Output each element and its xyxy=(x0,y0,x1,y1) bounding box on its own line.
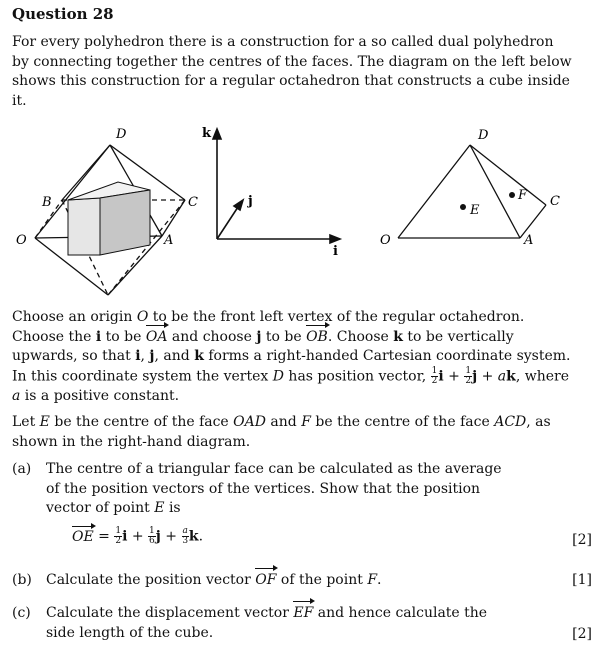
intro-paragraph: For every polyhedron there is a construction for a so called dual polyhedron by connecting together the centres of the faces. The diagram on the left below shows this construction for a regular octahedron that constructs a cube inside it. xyxy=(12,34,572,109)
axis-j-label: j xyxy=(248,194,253,209)
equation-OE: OE = $\frac{1}{2}$ i + $\frac{1}{6}$ j + $\frac{a}{3}$ k. xyxy=(72,526,204,546)
part-a-label: (a) xyxy=(12,461,32,477)
part-c-marks: [2] xyxy=(572,626,592,642)
question-heading: Question 28 xyxy=(12,5,114,23)
axis-i-label: i xyxy=(333,244,338,259)
face-diagram xyxy=(370,125,570,255)
edge-A-C xyxy=(162,200,185,236)
point-F xyxy=(509,192,515,198)
point-E xyxy=(460,204,466,210)
inscribed-cube xyxy=(68,182,150,255)
face-label-E: E xyxy=(470,203,480,218)
faces-paragraph: Let E be the centre of the face OAD and F be the centre of the face ACD, as shown in the right-hand diagram. xyxy=(12,414,551,450)
label-B: B xyxy=(42,195,52,210)
face-label-F: F xyxy=(518,188,528,203)
part-a-marks: [2] xyxy=(572,532,592,548)
label-C: C xyxy=(188,195,198,210)
face-label-D: D xyxy=(478,128,489,143)
face-label-C: C xyxy=(550,194,560,209)
face-label-A: A xyxy=(524,233,534,248)
part-c-label: (c) xyxy=(12,605,31,621)
vector-OF: OF xyxy=(255,571,276,591)
label-O: O xyxy=(16,233,27,248)
vector-OB: OB xyxy=(306,328,328,348)
vector-EF: EF xyxy=(293,604,313,624)
label-D: D xyxy=(116,127,127,142)
face-label-O: O xyxy=(380,233,391,248)
octahedron-diagram xyxy=(0,120,200,300)
coordinate-paragraph: Choose an origin O to be the front left vertex of the regular octahedron. Choose the i to be OA and choose j to be OB. Choose k to be vertically upwards, so that i, j, and k forms a right-handed Cartesian coordinate system. In this coordinate system the vertex D has position vector, $\frac{1}{2}$ i + $\frac{1}{2}$ j + ak, where a is a positive constant. xyxy=(12,309,571,404)
vector-OA: OA xyxy=(146,328,168,348)
axes-diagram xyxy=(200,125,350,265)
axis-k-label: k xyxy=(202,126,212,141)
part-b-label: (b) xyxy=(12,572,32,588)
label-A: A xyxy=(164,233,174,248)
part-b-marks: [1] xyxy=(572,572,592,588)
